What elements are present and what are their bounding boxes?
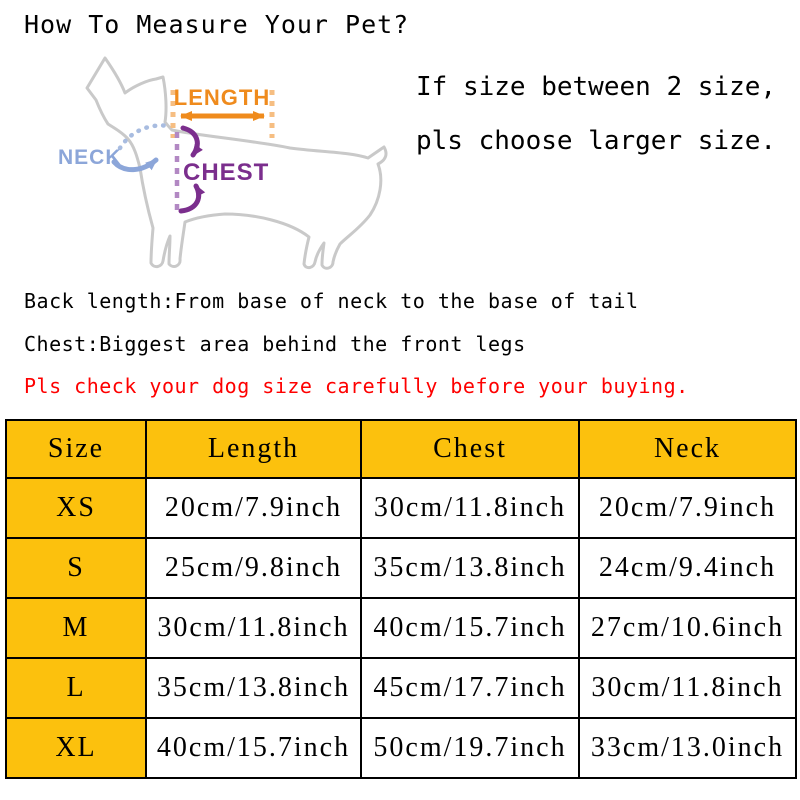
neck-cell: 24cm/9.4inch xyxy=(579,538,796,598)
table-row-xs xyxy=(6,478,796,538)
table-row-m xyxy=(6,598,796,658)
length-cell: 40cm/15.7inch xyxy=(146,718,361,778)
table-row-l xyxy=(6,658,796,718)
warning-text: Pls check your dog size carefully before your buying. xyxy=(24,374,689,398)
header-length: Length xyxy=(146,420,361,478)
size-cell: L xyxy=(6,658,146,718)
length-cell: 20cm/7.9inch xyxy=(146,478,361,538)
size-advice-note xyxy=(416,60,800,168)
table-row-s xyxy=(6,538,796,598)
header-neck: Neck xyxy=(579,420,796,478)
length-label: LENGTH xyxy=(173,85,271,110)
chest-label: CHEST xyxy=(183,159,270,186)
header-chest: Chest xyxy=(361,420,579,478)
size-chart-table xyxy=(5,419,797,779)
neck-label: NECK xyxy=(58,146,122,169)
neck-cell: 20cm/7.9inch xyxy=(579,478,796,538)
size-advice-line2: pls choose larger size. xyxy=(416,126,777,156)
header-size: Size xyxy=(6,420,146,478)
size-advice-line1: If size between 2 size, xyxy=(416,72,777,102)
chest-cell: 50cm/19.7inch xyxy=(361,718,579,778)
chest-cell: 40cm/15.7inch xyxy=(361,598,579,658)
chest-instruction: Chest:Biggest area behind the front legs xyxy=(24,332,526,356)
dog-measurement-diagram xyxy=(50,52,390,282)
back-length-instruction: Back length:From base of neck to the base of tail xyxy=(24,289,639,313)
table-row-xl xyxy=(6,718,796,778)
length-cell: 30cm/11.8inch xyxy=(146,598,361,658)
neck-cell: 33cm/13.0inch xyxy=(579,718,796,778)
chest-cell: 45cm/17.7inch xyxy=(361,658,579,718)
neck-cell: 30cm/11.8inch xyxy=(579,658,796,718)
table-header-row xyxy=(6,420,796,478)
chest-cell: 35cm/13.8inch xyxy=(361,538,579,598)
size-cell: S xyxy=(6,538,146,598)
chest-cell: 30cm/11.8inch xyxy=(361,478,579,538)
size-cell: XL xyxy=(6,718,146,778)
page-title: How To Measure Your Pet? xyxy=(24,10,410,39)
dog-illustration xyxy=(50,52,390,282)
size-cell: XS xyxy=(6,478,146,538)
length-cell: 25cm/9.8inch xyxy=(146,538,361,598)
neck-cell: 27cm/10.6inch xyxy=(579,598,796,658)
size-cell: M xyxy=(6,598,146,658)
length-cell: 35cm/13.8inch xyxy=(146,658,361,718)
